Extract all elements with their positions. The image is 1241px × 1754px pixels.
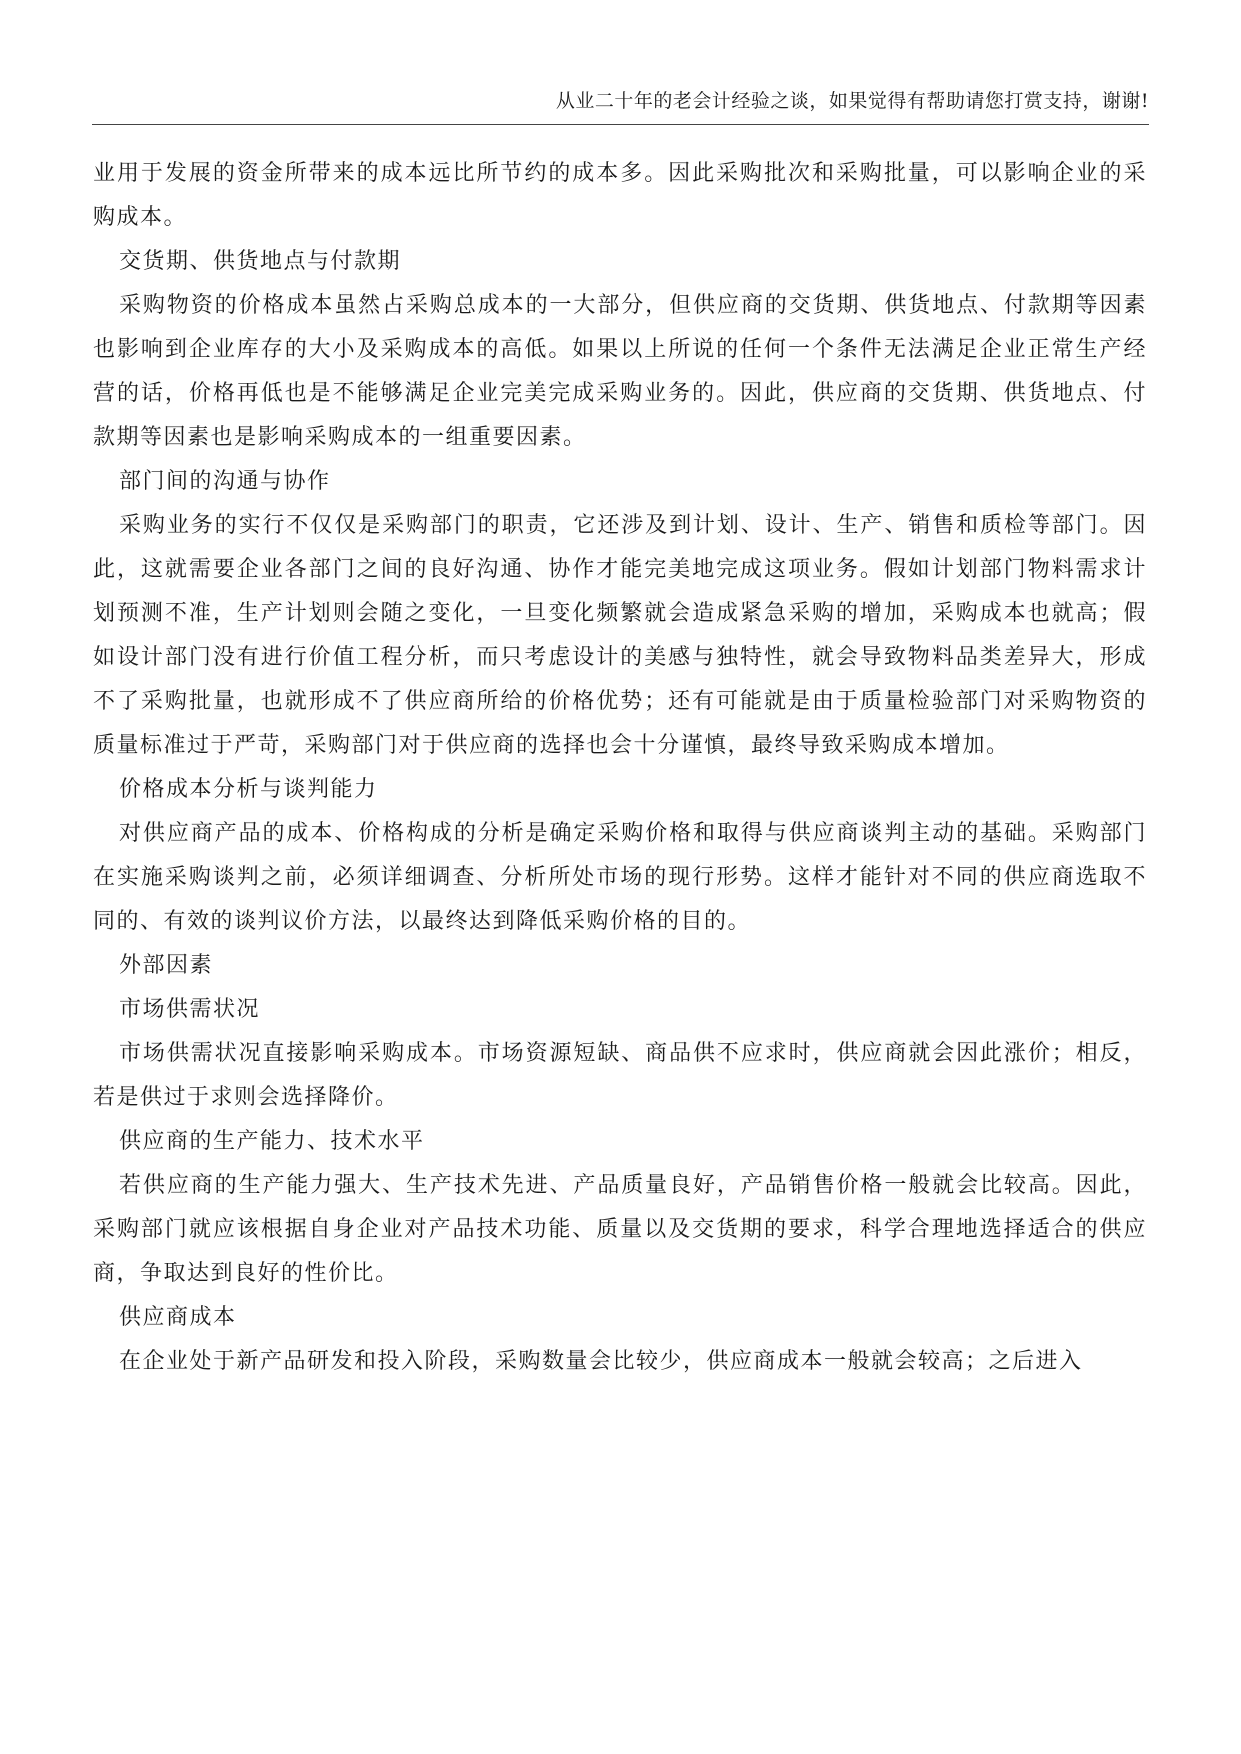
section-heading-supplier-cost: 供应商成本 — [119, 1305, 237, 1330]
section-heading-market: 市场供需状况 — [119, 997, 261, 1022]
section-heading-negotiation: 价格成本分析与谈判能力 — [119, 777, 378, 802]
paragraph-communication: 采购业务的实行不仅仅是采购部门的职责，它还涉及到计划、设计、生产、销售和质检等部门。因此，这就需要企业各部门之间的良好沟通、协作才能完美地完成这项业务。假如计划部门物料需求计划预测不准，生产计划则会随之变化，一旦变化频繁就会造成紧急采购的增加，采购成本也就高；假如设计部门没有进行价值工程分析，而只考虑设计的美感与独特性，就会导致物料品类差异大，形成不了采购批量，也就形成不了供应商所给的价格优势；还有可能就是由于质量检验部门对采购物资的质量标准过于严苛，采购部门对于供应商的选择也会十分谨慎，最终导致采购成本增加。 — [93, 513, 1147, 758]
paragraph-market: 市场供需状况直接影响采购成本。市场资源短缺、商品供不应求时，供应商就会因此涨价；相反，若是供过于求则会选择降价。 — [93, 1041, 1147, 1110]
section-heading-delivery: 交货期、供货地点与付款期 — [119, 249, 402, 274]
document-body — [93, 152, 1147, 1384]
paragraph-continuation: 业用于发展的资金所带来的成本远比所节约的成本多。因此采购批次和采购批量，可以影响企业的采购成本。 — [93, 161, 1147, 230]
paragraph-supplier-cost: 在企业处于新产品研发和投入阶段，采购数量会比较少，供应商成本一般就会较高；之后进入 — [119, 1349, 1083, 1374]
section-heading-supplier-capacity: 供应商的生产能力、技术水平 — [119, 1129, 425, 1154]
paragraph-supplier-capacity: 若供应商的生产能力强大、生产技术先进、产品质量良好，产品销售价格一般就会比较高。因此，采购部门就应该根据自身企业对产品技术功能、质量以及交货期的要求，科学合理地选择适合的供应商，争取达到良好的性价比。 — [93, 1173, 1147, 1286]
section-heading-communication: 部门间的沟通与协作 — [119, 469, 331, 494]
header-divider — [92, 124, 1149, 125]
paragraph-negotiation: 对供应商产品的成本、价格构成的分析是确定采购价格和取得与供应商谈判主动的基础。采购部门在实施采购谈判之前，必须详细调查、分析所处市场的现行形势。这样才能针对不同的供应商选取不同的、有效的谈判议价方法，以最终达到降低采购价格的目的。 — [93, 821, 1147, 934]
section-heading-external: 外部因素 — [119, 953, 214, 978]
paragraph-delivery: 采购物资的价格成本虽然占采购总成本的一大部分，但供应商的交货期、供货地点、付款期等因素也影响到企业库存的大小及采购成本的高低。如果以上所说的任何一个条件无法满足企业正常生产经营的话，价格再低也是不能够满足企业完美完成采购业务的。因此，供应商的交货期、供货地点、付款期等因素也是影响采购成本的一组重要因素。 — [93, 293, 1147, 450]
header-note: 从业二十年的老会计经验之谈，如果觉得有帮助请您打赏支持，谢谢! — [555, 90, 1149, 112]
